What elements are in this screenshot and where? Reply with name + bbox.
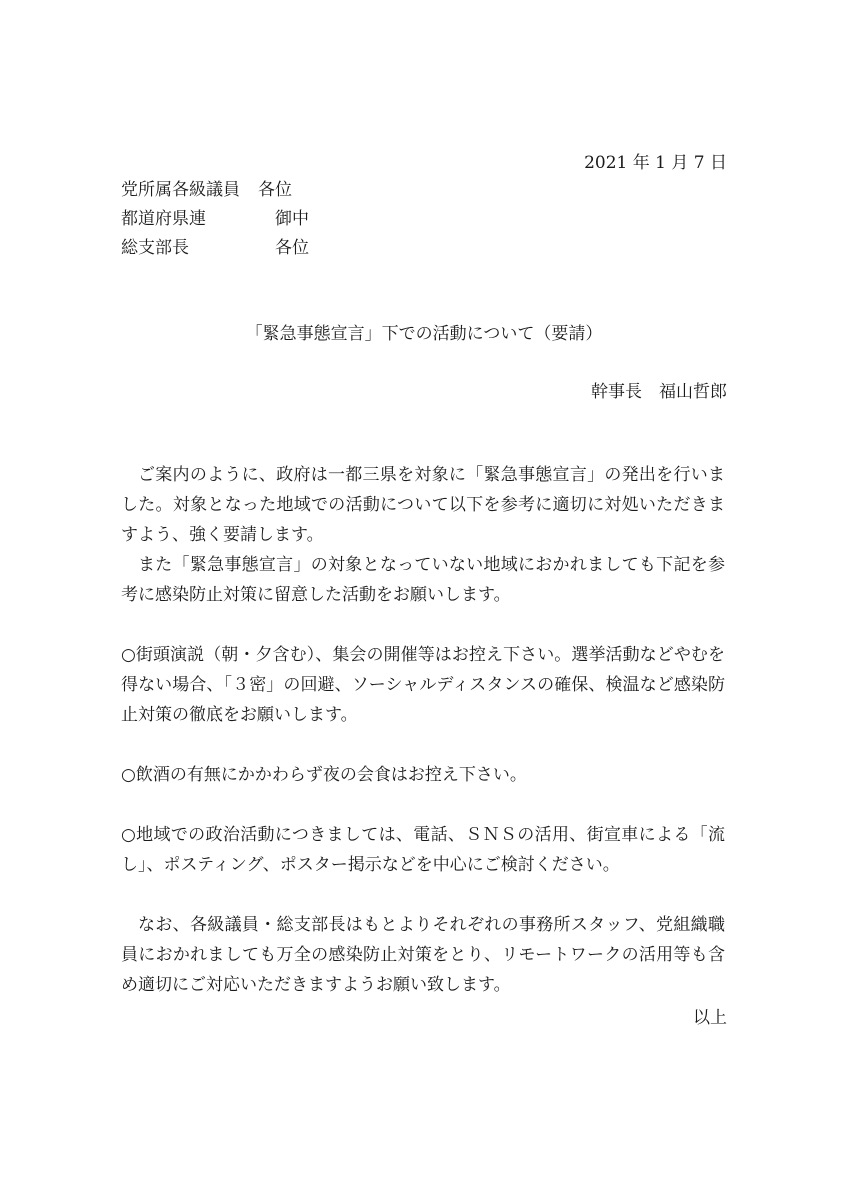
recipient-row: [121, 176, 309, 205]
recipient-suffix: 各位: [258, 180, 292, 200]
recipient-suffix: 御中: [258, 209, 309, 229]
document-body: [121, 460, 725, 1000]
recipient-name: 党所属各級議員: [121, 180, 240, 200]
body-paragraph-intro: ご案内のように、政府は一都三県を対象に「緊急事態宣言」の発出を行いました。対象となった地域での活動について以下を参考に適切に対処いただきますよう、強く要請します。: [121, 465, 725, 545]
recipient-row: [121, 205, 309, 234]
list-item-dinner: ○飲酒の有無にかかわらず夜の会食はお控え下さい。: [121, 765, 527, 785]
body-paragraph-staff: なお、各級議員・総支部長はもとよりそれぞれの事務所スタッフ、党組織職員におかれましても万全の感染防止対策をとり、リモートワークの活用等も含め適切にご対応いただきますようお願い致します。: [121, 915, 725, 995]
document-sender: 幹事長 福山哲郎: [591, 382, 727, 402]
recipient-name: 総支部長: [121, 238, 189, 258]
recipient-name: 都道府県連: [121, 209, 206, 229]
paragraph-gap: [121, 610, 725, 640]
document-closing: 以上: [693, 1008, 727, 1028]
paragraph-gap: [121, 880, 725, 910]
list-item-street-speech: ○街頭演説（朝・夕含む）、集会の開催等はお控え下さい。選挙活動などやむを得ない場合、「３密」の回避、ソーシャルディスタンスの確保、検温など感染防止対策の徹底をお願いします。: [121, 645, 725, 725]
recipients-list: [121, 176, 309, 263]
list-item-political-activity: ○地域での政治活動につきましては、電話、ＳＮＳの活用、街宣車による「流し」、ポスティング、ポスター掲示などを中心にご検討ください。: [121, 825, 725, 875]
paragraph-gap: [121, 730, 725, 760]
recipient-row: [121, 234, 309, 263]
recipient-suffix: 各位: [258, 238, 309, 258]
document-date: 2021 年 1 月 7 日: [584, 153, 727, 173]
paragraph-gap: [121, 790, 725, 820]
document-title: 「緊急事態宣言」下での活動について（要請）: [245, 324, 603, 344]
body-paragraph-request: また「緊急事態宣言」の対象となっていない地域におかれましても下記を参考に感染防止対策に留意した活動をお願いします。: [121, 555, 725, 605]
